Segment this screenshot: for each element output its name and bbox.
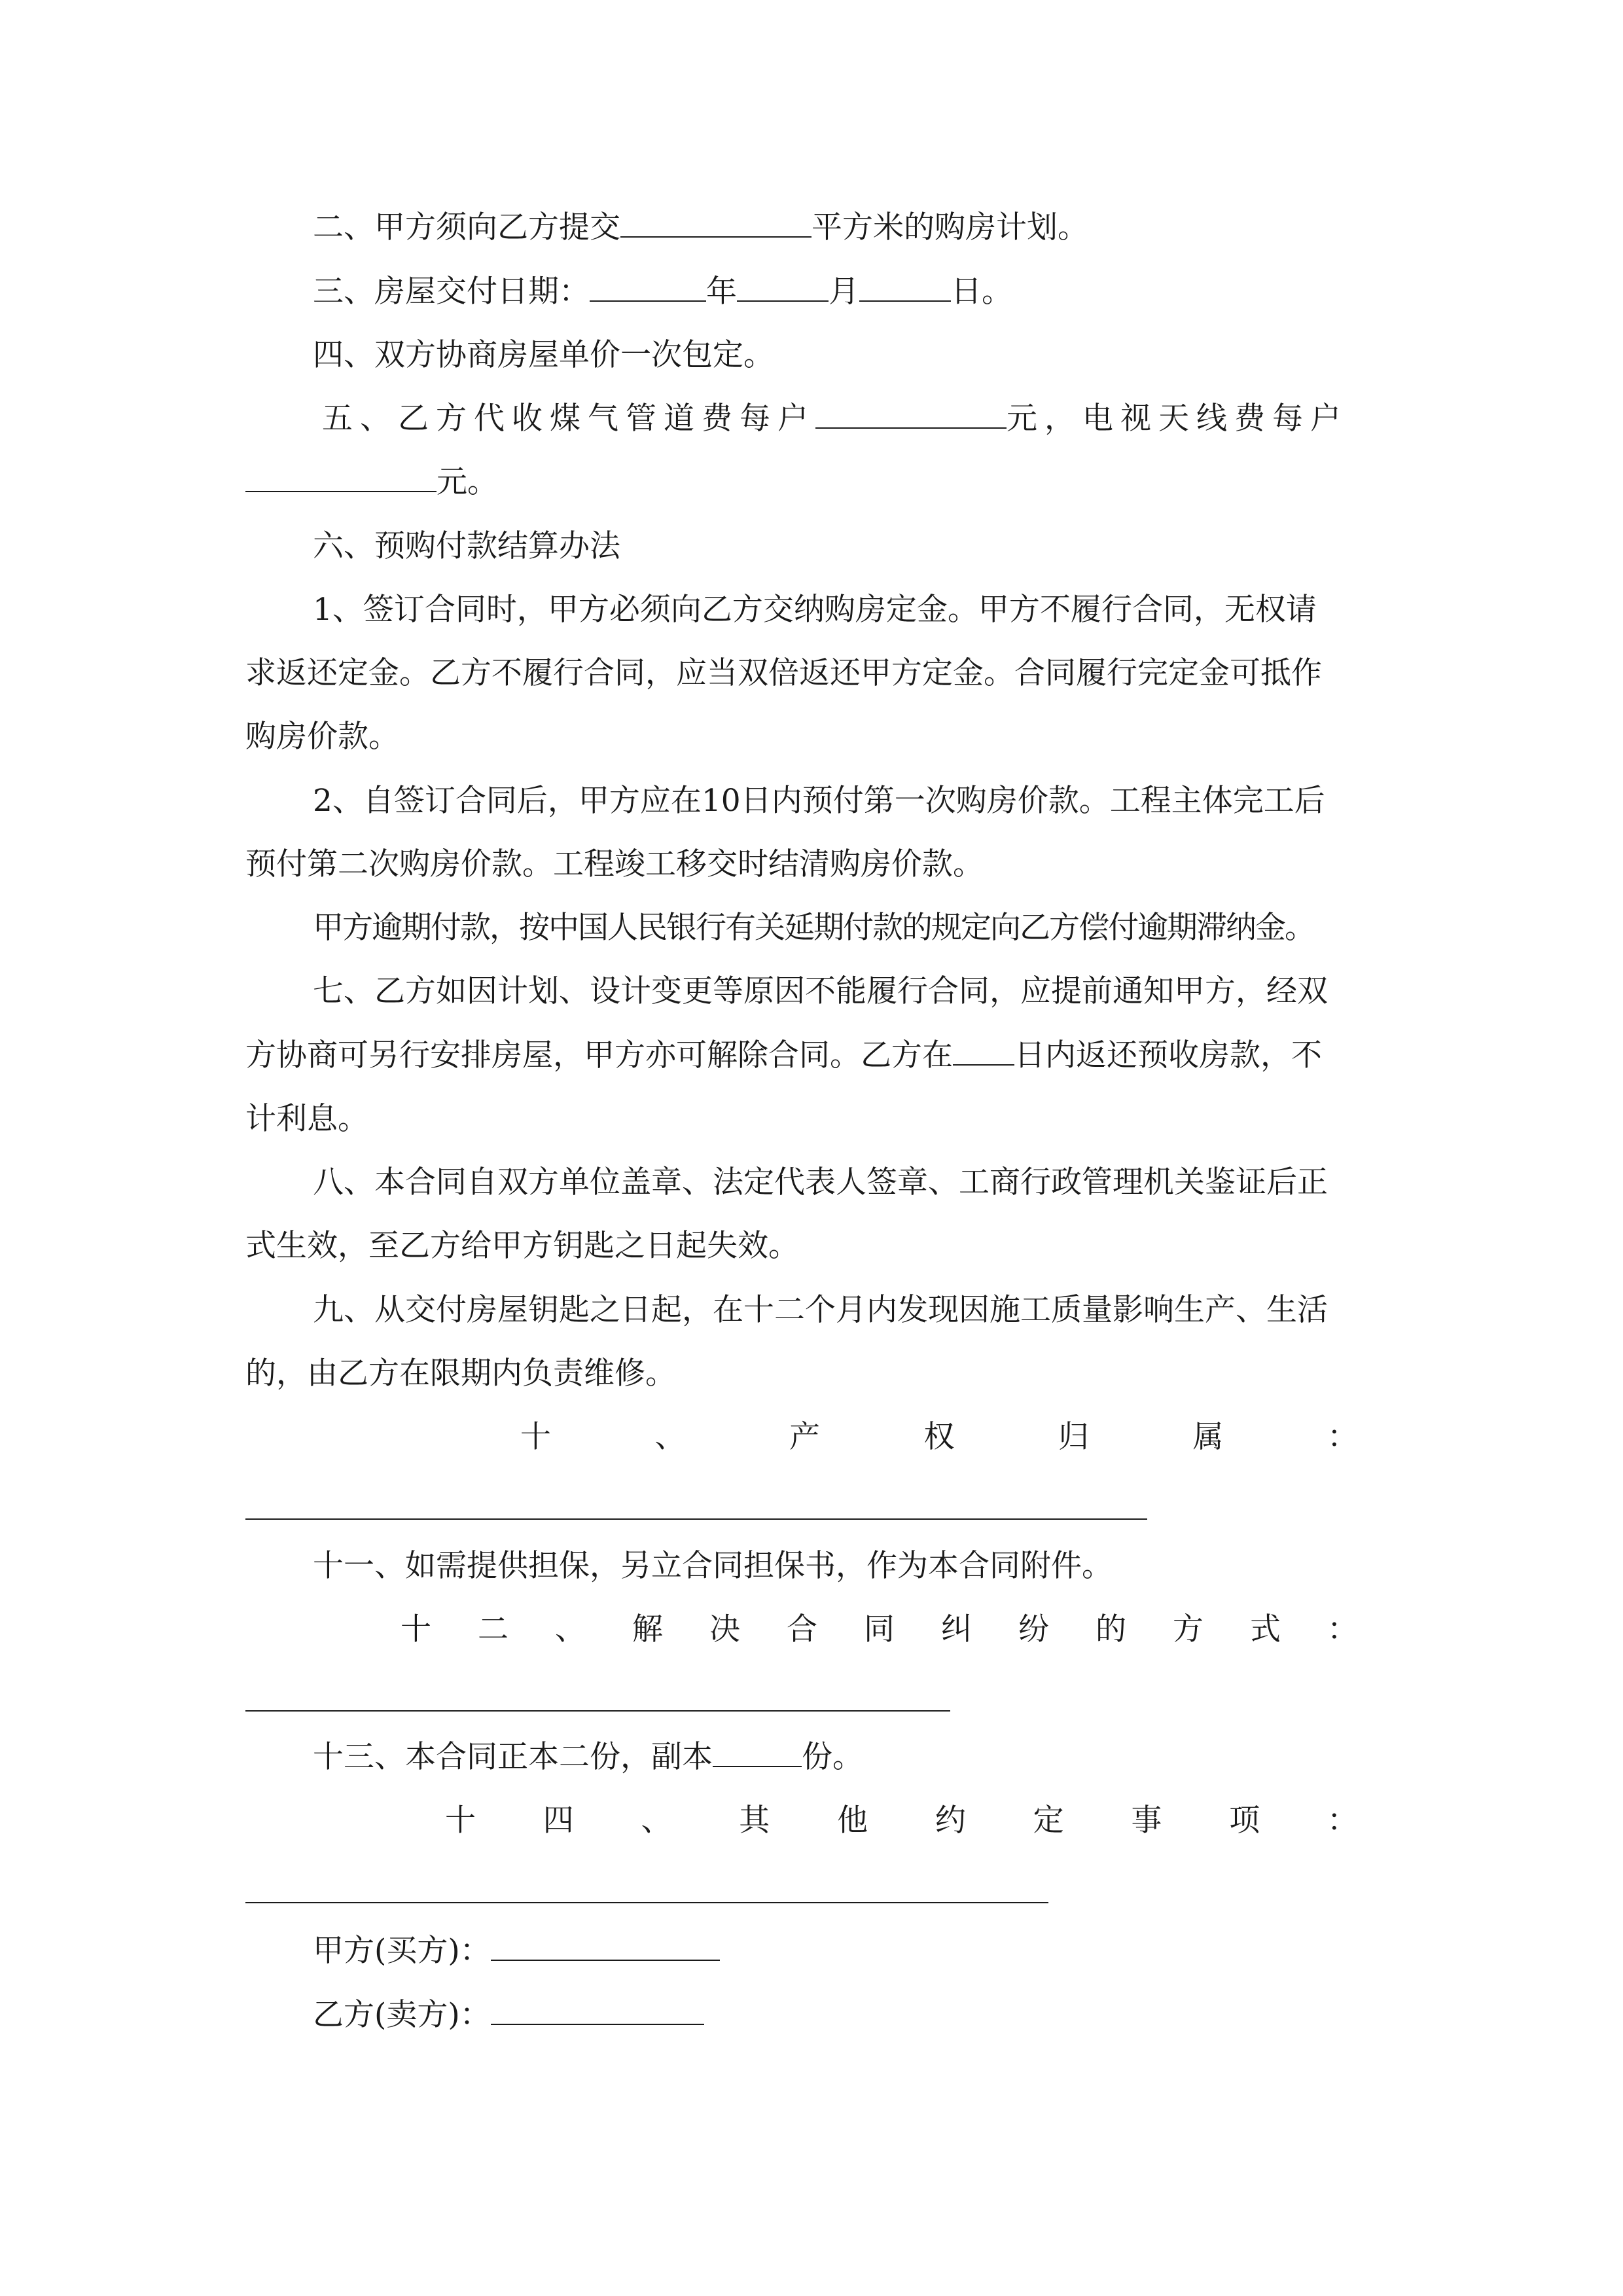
- clause-5-suffix: 元。: [437, 464, 498, 500]
- clause-10-char: 、: [654, 1419, 686, 1455]
- party-b-label: 乙方(卖方)：: [313, 1997, 491, 2033]
- clause-14-char: ：: [1327, 1803, 1358, 1839]
- clause-2: [313, 208, 1381, 247]
- month-label: 月: [829, 274, 859, 310]
- gas-fee-blank[interactable]: [815, 400, 1007, 429]
- clause-7-line2: [245, 1036, 1381, 1075]
- clause-12-char: 决: [709, 1611, 740, 1647]
- clause-14-char: 、: [641, 1803, 672, 1839]
- clause-6-1-line2: 求返还定金。乙方不履行合同，应当双倍返还甲方定金。合同履行完定金可抵作: [245, 655, 1322, 691]
- tv-fee-blank[interactable]: [245, 463, 437, 492]
- clause-12-char: 合: [787, 1611, 817, 1647]
- clause-7-text: 方协商可另行安排房屋，甲方亦可解除合同。乙方在: [245, 1037, 953, 1073]
- clause-10-char: 归: [1058, 1419, 1089, 1455]
- day-label: 日。: [951, 274, 1012, 310]
- clause-10-char: 十: [520, 1419, 551, 1455]
- other-terms-blank[interactable]: [245, 1902, 1048, 1903]
- clause-7-line1: 七、乙方如因计划、设计变更等原因不能履行合同，应提前通知甲方，经双: [313, 973, 1328, 1009]
- clause-12-char: 十: [401, 1611, 431, 1647]
- party-a-signature: [313, 1931, 1381, 1971]
- copies-blank[interactable]: [713, 1738, 802, 1767]
- clause-14-char: 事: [1131, 1803, 1162, 1839]
- clause-9-line1: 九、从交付房屋钥匙之日起，在十二个月内发现因施工质量影响生产、生活: [313, 1292, 1328, 1328]
- clause-13: [313, 1738, 1381, 1777]
- clause-12-char: 的: [1096, 1611, 1126, 1647]
- clause-10-char: ：: [1327, 1419, 1358, 1455]
- clause-12-char: 二: [478, 1611, 508, 1647]
- clause-5-text: 五、乙方代收煤气管道费每户: [322, 401, 815, 437]
- clause-3: [313, 272, 1381, 312]
- clause-14-char: 项: [1229, 1803, 1260, 1839]
- year-label: 年: [706, 274, 737, 310]
- clause-12-char: 、: [555, 1611, 586, 1647]
- clause-11: 十一、如需提供担保，另立合同担保书，作为本合同附件。: [313, 1548, 1113, 1584]
- clause-6-2-line2: 预付第二次购房价款。工程竣工移交时结清购房价款。: [245, 846, 984, 882]
- party-b-blank[interactable]: [491, 1996, 704, 2025]
- clause-12-char: 同: [864, 1611, 895, 1647]
- clause-6-2-line1: 2、自签订合同后，甲方应在10日内预付第一次购房价款。工程主体完工后: [313, 783, 1325, 819]
- area-blank[interactable]: [620, 209, 812, 238]
- clause-13-text: 十三、本合同正本二份，副本: [313, 1739, 713, 1775]
- party-a-label: 甲方(买方)：: [313, 1933, 491, 1969]
- party-a-blank[interactable]: [491, 1932, 720, 1961]
- clause-10-heading: [520, 1418, 1358, 1457]
- clause-12-heading: [401, 1610, 1358, 1649]
- clause-14-char: 四: [543, 1803, 574, 1839]
- clause-9-line2: 的，由乙方在限期内负责维修。: [245, 1355, 676, 1391]
- clause-14-heading: [445, 1801, 1358, 1840]
- clause-14-char: 他: [837, 1803, 868, 1839]
- clause-12-char: 式: [1250, 1611, 1281, 1647]
- property-rights-blank[interactable]: [245, 1518, 1147, 1520]
- clause-12-char: 方: [1173, 1611, 1204, 1647]
- clause-12-char: ：: [1327, 1611, 1358, 1647]
- clause-7-suffix: 日内返还预收房款，不: [1014, 1037, 1322, 1073]
- clause-2-text: 二、甲方须向乙方提交: [313, 209, 620, 245]
- clause-12-char: 纠: [941, 1611, 972, 1647]
- refund-days-blank[interactable]: [953, 1037, 1014, 1066]
- clause-8-line1: 八、本合同自双方单位盖章、法定代表人签章、工商行政管理机关鉴证后正: [313, 1164, 1328, 1200]
- month-blank[interactable]: [737, 273, 829, 302]
- clause-14-char: 约: [935, 1803, 966, 1839]
- party-b-signature: [313, 1996, 1381, 2035]
- clause-6-1-line1: 1、签订合同时，甲方必须向乙方交纳购房定金。甲方不履行合同，无权请: [313, 592, 1317, 628]
- clause-7-line3: 计利息。: [245, 1101, 368, 1137]
- clause-5-line1: [322, 399, 1381, 439]
- clause-10-char: 属: [1192, 1419, 1224, 1455]
- late-payment-text: 甲方逾期付款，按中国人民银行有关延期付款的规定向乙方偿付逾期滞纳金。: [313, 910, 1314, 946]
- clause-10-char: 产: [789, 1419, 820, 1455]
- clause-12-char: 解: [632, 1611, 663, 1647]
- clause-6-heading: 六、预购付款结算办法: [313, 528, 620, 564]
- year-blank[interactable]: [590, 273, 706, 302]
- clause-4: 四、双方协商房屋单价一次包定。: [313, 337, 774, 373]
- clause-6-1-line3: 购房价款。: [245, 719, 399, 755]
- clause-12-char: 纷: [1018, 1611, 1049, 1647]
- clause-10-char: 权: [923, 1419, 955, 1455]
- clause-3-text: 三、房屋交付日期：: [313, 274, 590, 310]
- clause-13-suffix: 份。: [802, 1739, 863, 1775]
- clause-14-char: 定: [1033, 1803, 1064, 1839]
- clause-14-char: 其: [739, 1803, 770, 1839]
- clause-2-suffix: 平方米的购房计划。: [812, 209, 1088, 245]
- clause-8-line2: 式生效，至乙方给甲方钥匙之日起失效。: [245, 1228, 799, 1264]
- dispute-resolution-blank[interactable]: [245, 1710, 950, 1712]
- clause-5-line2: [245, 463, 1381, 502]
- clause-5-mid: 元，电视天线费每户: [1007, 401, 1348, 437]
- day-blank[interactable]: [859, 273, 951, 302]
- clause-14-char: 十: [445, 1803, 476, 1839]
